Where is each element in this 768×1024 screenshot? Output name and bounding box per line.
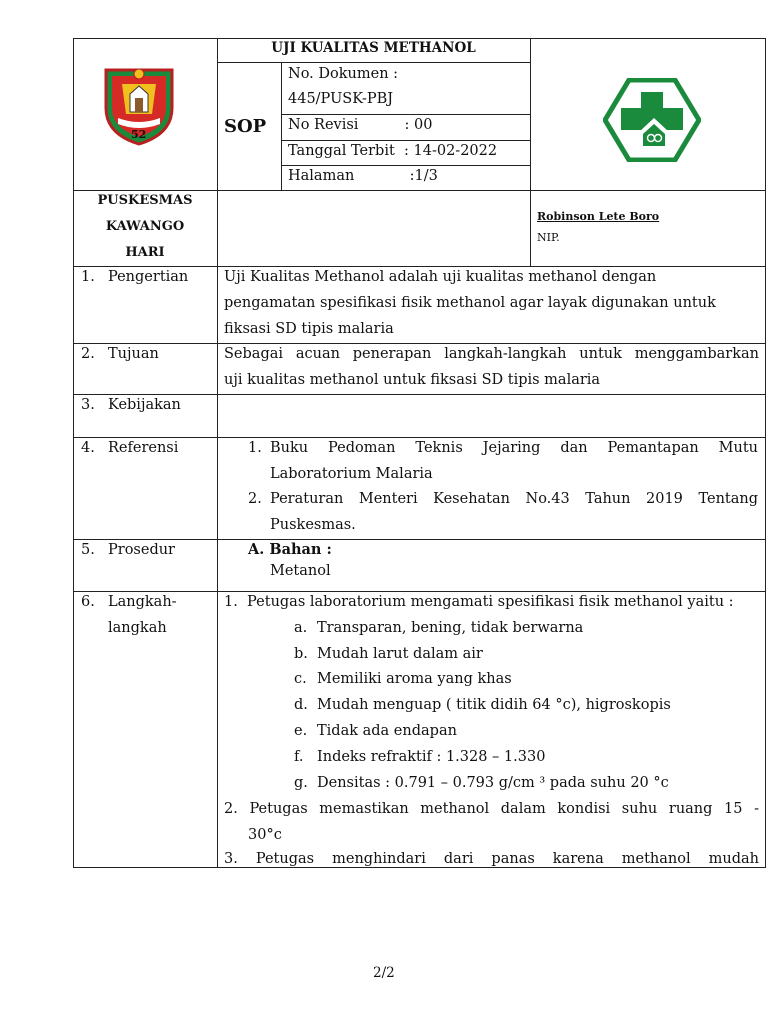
reference-number: 1. — [248, 440, 262, 456]
bahan-heading: A. Bahan : — [248, 541, 332, 558]
sub-item-letter: f. — [294, 749, 304, 765]
doc-row-line — [281, 114, 530, 115]
step-2-cont: 30°c — [248, 827, 282, 843]
sub-item-letter: e. — [294, 723, 308, 739]
section-number: 4. — [81, 440, 95, 456]
sub-item-text: Densitas : 0.791 – 0.793 g/cm ³ pada suhu 20 °c — [317, 775, 669, 791]
logo-badge-number: 52 — [131, 128, 147, 141]
issue-date-field: Tanggal Terbit : 14-02-2022 — [288, 143, 498, 159]
sub-item-text: Mudah larut dalam air — [317, 646, 483, 662]
sub-item-letter: c. — [294, 671, 307, 687]
row-line-langkah — [73, 591, 766, 592]
reference-item-1-cont: Laboratorium Malaria — [270, 466, 433, 482]
sub-item-letter: d. — [294, 697, 308, 713]
tujuan-line: Sebagai acuan penerapan langkah-langkah untuk menggambarkan — [224, 346, 759, 362]
tanggal-row-line — [281, 165, 530, 166]
revisi-row-line — [281, 140, 530, 141]
puskesmas-logo — [603, 78, 701, 162]
title-underline — [217, 62, 530, 63]
document-title: UJI KUALITAS METHANOL — [271, 40, 476, 56]
revision-field: No Revisi : 00 — [288, 117, 433, 133]
step-1: 1. Petugas laboratorium mengamati spesifikasi fisik methanol yaitu : — [224, 594, 734, 610]
section-label-tujuan: Tujuan — [108, 346, 159, 362]
bahan-item: Metanol — [270, 563, 331, 579]
sub-item-text: Indeks refraktif : 1.328 – 1.330 — [317, 749, 546, 765]
sub-item-text: Transparan, bening, tidak berwarna — [317, 620, 584, 636]
section-number: 2. — [81, 346, 95, 362]
sub-item-text: Tidak ada endapan — [317, 723, 457, 739]
org-name-line2: KAWANGO — [105, 219, 185, 234]
step-3: 3. Petugas menghindari dari panas karena methanol mudah — [224, 851, 759, 867]
section-number: 5. — [81, 542, 95, 558]
page-field: Halaman :1/3 — [288, 168, 438, 184]
sub-item-letter: a. — [294, 620, 308, 636]
section-number: 6. — [81, 594, 95, 610]
row-line-kebijakan — [73, 394, 766, 395]
signer-nip: NIP. — [537, 231, 560, 244]
section-label-langkah-cont: langkah — [108, 620, 167, 636]
header-bottom-line — [73, 190, 766, 191]
table-divider-col1 — [217, 38, 218, 868]
page-number: 2/2 — [373, 965, 395, 981]
section-label-kebijakan: Kebijakan — [108, 397, 181, 413]
org-name-line3: HARI — [125, 245, 165, 260]
section-number: 3. — [81, 397, 95, 413]
section-number: 1. — [81, 269, 95, 285]
sub-item-letter: b. — [294, 646, 308, 662]
table-divider-col3 — [530, 38, 531, 267]
sub-item-text: Memiliki aroma yang khas — [317, 671, 512, 687]
reference-item-2-cont: Puskesmas. — [270, 517, 356, 533]
reference-item-1: Buku Pedoman Teknis Jejaring dan Pemantapan Mutu — [270, 440, 758, 456]
sop-divider — [281, 62, 282, 191]
doc-number-label: No. Dokumen : — [288, 66, 399, 82]
row-line-tujuan — [73, 343, 766, 344]
pengertian-line: fiksasi SD tipis malaria — [224, 321, 394, 337]
section-label-referensi: Referensi — [108, 440, 179, 456]
sub-item-letter: g. — [294, 775, 308, 791]
pengertian-line: Uji Kualitas Methanol adalah uji kualitas methanol dengan — [224, 269, 657, 285]
table-border-right — [765, 38, 766, 868]
signer-name: Robinson Lete Boro — [537, 210, 660, 223]
section-label-prosedur: Prosedur — [108, 542, 175, 558]
reference-number: 2. — [248, 491, 262, 507]
row-line-referensi — [73, 437, 766, 438]
sub-item-text: Mudah menguap ( titik didih 64 °c), higroskopis — [317, 697, 671, 713]
section-label-langkah: Langkah- — [108, 594, 177, 610]
tujuan-line: uji kualitas methanol untuk fiksasi SD tipis malaria — [224, 372, 601, 388]
step-2: 2. Petugas memastikan methanol dalam kondisi suhu ruang 15 - — [224, 801, 759, 817]
table-border-left — [73, 38, 74, 868]
row-line-pengertian — [73, 266, 766, 267]
doc-number-value: 445/PUSK-PBJ — [288, 91, 394, 107]
org-name-line1: PUSKESMAS — [97, 193, 193, 208]
pengertian-line: pengamatan spesifikasi fisik methanol agar layak digunakan untuk — [224, 295, 716, 311]
reference-item-2: Peraturan Menteri Kesehatan No.43 Tahun 2019 Tentang — [270, 491, 758, 507]
sop-label: SOP — [224, 116, 267, 137]
row-line-prosedur — [73, 539, 766, 540]
section-label-pengertian: Pengertian — [108, 269, 189, 285]
